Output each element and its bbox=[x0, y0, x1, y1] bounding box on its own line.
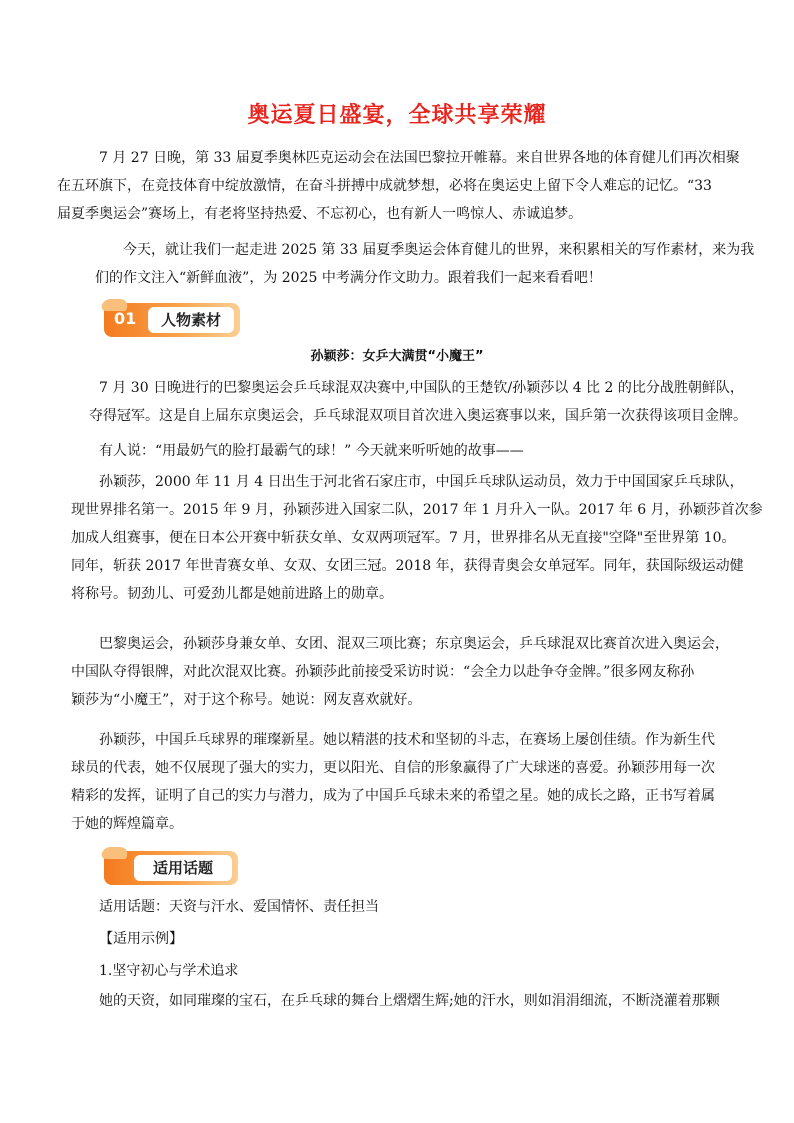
badge-corner-decoration bbox=[100, 847, 130, 859]
text-line: 于她的辉煌篇章。 bbox=[71, 816, 183, 832]
text-line: 孙颖莎，2000 年 11 月 4 日出生于河北省石家庄市，中国乒乓球队运动员，效力于中国国家乒乓球队， bbox=[99, 474, 744, 490]
page-title: 奥运夏日盛宴，全球共享荣耀 bbox=[247, 103, 547, 128]
text-line: 在五环旗下，在竞技体育中绽放激情，在奋斗拼搏中成就梦想，必将在奥运史上留下令人难忘的记忆。“33 bbox=[57, 178, 712, 194]
text-line: 同年，斩获 2017 年世青赛女单、女双、女团三冠。2018 年，获得青奥会女单冠军。同年，获国际级运动健 bbox=[71, 558, 744, 574]
text-line: 颖莎为“小魔王”，对于这个称号。她说：网友喜欢就好。 bbox=[71, 692, 422, 708]
section-badge-character-material bbox=[104, 303, 240, 337]
text-line: 夺得冠军。这是自上届东京奥运会，乒乓球混双项目首次进入奥运赛事以来，国乒第一次获得该项目金牌。 bbox=[89, 408, 747, 424]
story-subtitle: 孙颖莎：女乒大满贯“小魔王” bbox=[310, 349, 484, 364]
intro-paragraph-2 bbox=[95, 236, 755, 292]
section-label: 适用话题 bbox=[134, 855, 232, 881]
story-paragraph-1 bbox=[89, 374, 747, 430]
story-paragraph-5 bbox=[71, 726, 739, 838]
text-line: 中国队夺得银牌，对此次混双比赛。孙颖莎此前接受采访时说：“会全力以赴争夺金牌。”很多网友称孙 bbox=[71, 664, 695, 680]
intro-paragraph-1 bbox=[57, 144, 740, 228]
story-paragraph-2 bbox=[99, 437, 739, 465]
text-line: 现世界排名第一。2015 年 9 月，孙颖莎进入国家二队，2017 年 1 月升入一队。2017 年 6 月，孙颖莎首次参 bbox=[71, 502, 763, 518]
text-line: 加成人组赛事，便在日本公开赛中斩获女单、女双两项冠军。7 月，世界排名从无直接"空降"至世界第 10。 bbox=[71, 530, 736, 546]
text-line: 孙颖莎，中国乒乓球界的璀璨新星。她以精湛的技术和坚韧的斗志，在赛场上屡创佳绩。作为新生代 bbox=[99, 732, 715, 748]
text-line: 届夏季奥运会”赛场上，有老将坚持热爱、不忘初心，也有新人一鸣惊人、赤诚追梦。 bbox=[57, 206, 583, 222]
example-1-text: 她的天资，如同璀璨的宝石，在乒乓球的舞台上熠熠生辉;她的汗水，则如涓涓细流，不断浇灌着那颗 bbox=[99, 993, 720, 1009]
text-line: 们的作文注入“新鲜血液”，为 2025 中考满分作文助力。跟着我们一起来看看吧！ bbox=[95, 270, 602, 286]
text-line: 将称号。韧劲儿、可爱劲儿都是她前进路上的勋章。 bbox=[71, 586, 393, 602]
text-line: 巴黎奥运会，孙颖莎身兼女单、女团、混双三项比赛；东京奥运会，乒乓球混双比赛首次进入奥运会， bbox=[99, 636, 729, 652]
section-badge-applicable-topics bbox=[104, 851, 238, 885]
section-label: 人物素材 bbox=[148, 307, 234, 333]
example-1-title: 1.坚守初心与学术追求 bbox=[99, 963, 239, 979]
text-line: 7 月 27 日晚，第 33 届夏季奥林匹克运动会在法国巴黎拉开帷幕。来自世界各地的体育健儿们再次相聚 bbox=[99, 150, 740, 166]
text-line: 7 月 30 日晚进行的巴黎奥运会乒乓球混双决赛中,中国队的王楚钦/孙颖莎以 4 比 2 的比分战胜朝鲜队， bbox=[99, 380, 744, 396]
text-line: 球员的代表，她不仅展现了强大的实力，更以阳光、自信的形象赢得了广大球迷的喜爱。孙颖莎用每一次 bbox=[71, 760, 715, 776]
examples-heading: 【适用示例】 bbox=[99, 931, 183, 947]
text-line: 有人说：“用最奶气的脸打最霸气的球！” 今天就来听听她的故事—— bbox=[99, 443, 524, 459]
section-number: 01 bbox=[114, 309, 137, 328]
story-paragraph-3 bbox=[71, 468, 763, 608]
story-paragraph-4 bbox=[71, 630, 739, 714]
text-line: 精彩的发挥，证明了自己的实力与潜力，成为了中国乒乓球未来的希望之星。她的成长之路，正书写着属 bbox=[71, 788, 715, 804]
topics-line: 适用话题：天资与汗水、爱国情怀、责任担当 bbox=[99, 899, 379, 915]
text-line: 今天，就让我们一起走进 2025 第 33 届夏季奥运会体育健儿的世界，来积累相关的写作素材，来为我 bbox=[123, 242, 755, 258]
